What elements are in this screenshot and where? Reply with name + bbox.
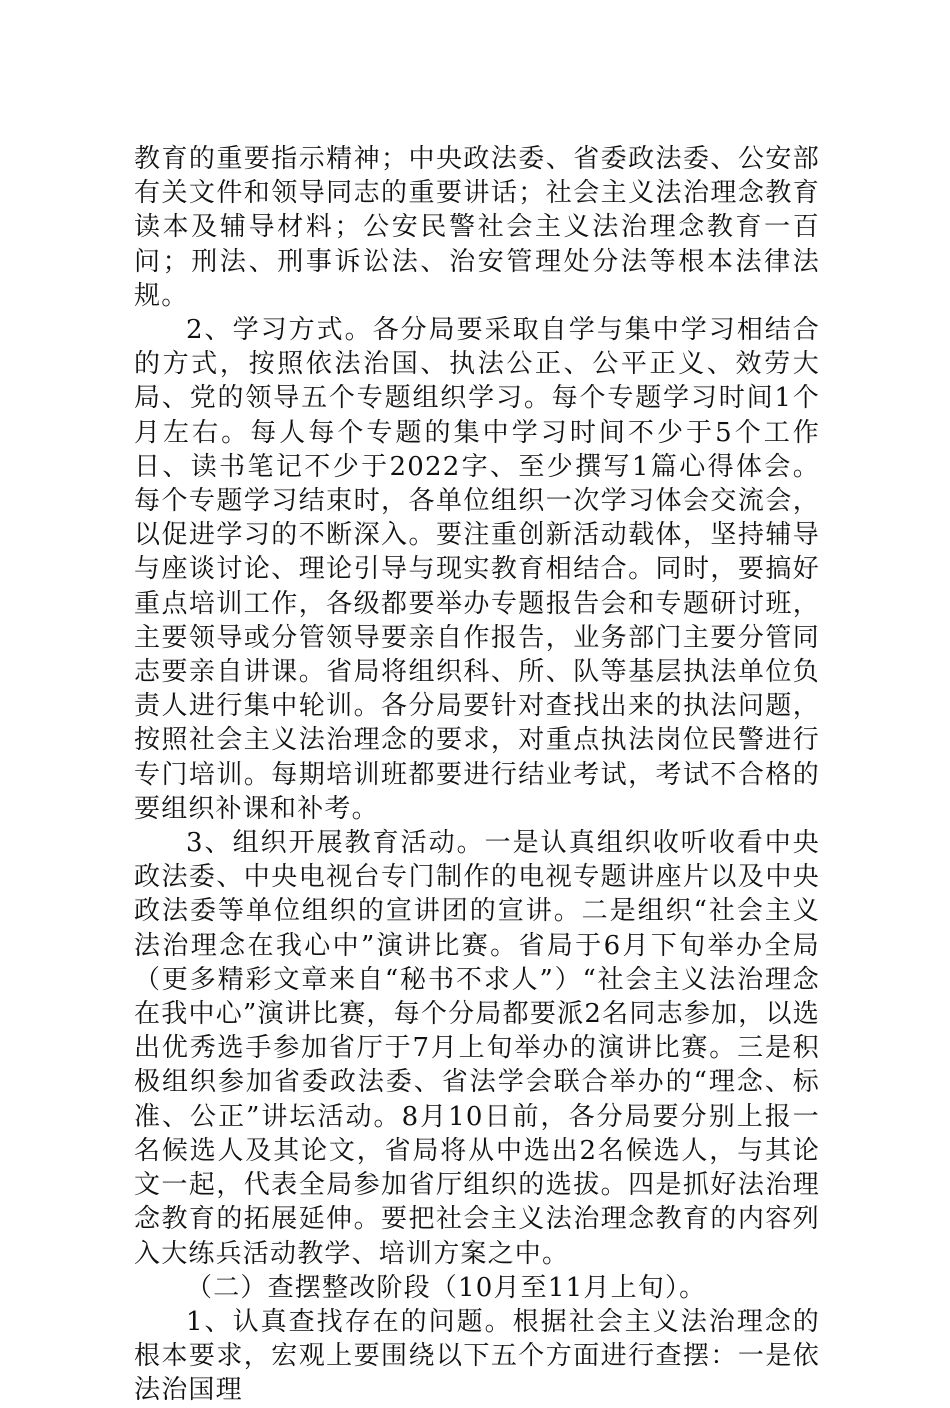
document-body	[134, 142, 820, 1408]
paragraph-study-materials: 教育的重要指示精神；中央政法委、省委政法委、公安部有关文件和领导同志的重要讲话；社会主义法治理念教育读本及辅导材料；公安民警社会主义法治理念教育一百问；刑法、刑事诉讼法、治安管理处分法等根本法律法规。	[134, 144, 820, 311]
paragraph-study-method: 2、学习方式。各分局要采取自学与集中学习相结合的方式，按照依法治国、执法公正、公平正义、效劳大局、党的领导五个专题组织学习。每个专题学习时间1个月左右。每人每个专题的集中学习时间不少于5个工作日、读书笔记不少于2022字、至少撰写1篇心得体会。每个专题学习结束时，各单位组织一次学习体会交流会，以促进学习的不断深入。要注重创新活动载体，坚持辅导与座谈讨论、理论引导与现实教育相结合。同时，要搞好重点培训工作，各级都要举办专题报告会和专题研讨班，主要领导或分管领导要亲自作报告，业务部门主要分管同志要亲自讲课。省局将组织科、所、队等基层执法单位负责人进行集中轮训。各分局要针对查找出来的执法问题，按照社会主义法治理念的要求，对重点执法岗位民警进行专门培训。每期培训班都要进行结业考试，考试不合格的要组织补课和补考。	[134, 315, 820, 824]
paragraph-find-problems: 1、认真查找存在的问题。根据社会主义法治理念的根本要求，宏观上要围绕以下五个方面进行查摆：一是依法治国理	[134, 1306, 820, 1406]
paragraph-education-activities: 3、组织开展教育活动。一是认真组织收听收看中央政法委、中央电视台专门制作的电视专题讲座片以及中央政法委等单位组织的宣讲团的宣讲。二是组织“社会主义法治理念在我心中”演讲比赛。省局于6月下旬举办全局（更多精彩文章来自“秘书不求人”）“社会主义法治理念在我中心”演讲比赛，每个分局都要派2名同志参加，以选出优秀选手参加省厅于7月上旬举办的演讲比赛。三是积极组织参加省委政法委、省法学会联合举办的“理念、标准、公正”讲坛活动。8月10日前，各分局要分别上报一名候选人及其论文，省局将从中选出2名候选人，与其论文一起，代表全局参加省厅组织的选拔。四是抓好法治理念教育的拓展延伸。要把社会主义法治理念教育的内容列入大练兵活动教学、培训方案之中。	[134, 828, 820, 1269]
section-heading-rectification-stage: （二）查摆整改阶段（10月至11月上旬）。	[186, 1272, 707, 1303]
